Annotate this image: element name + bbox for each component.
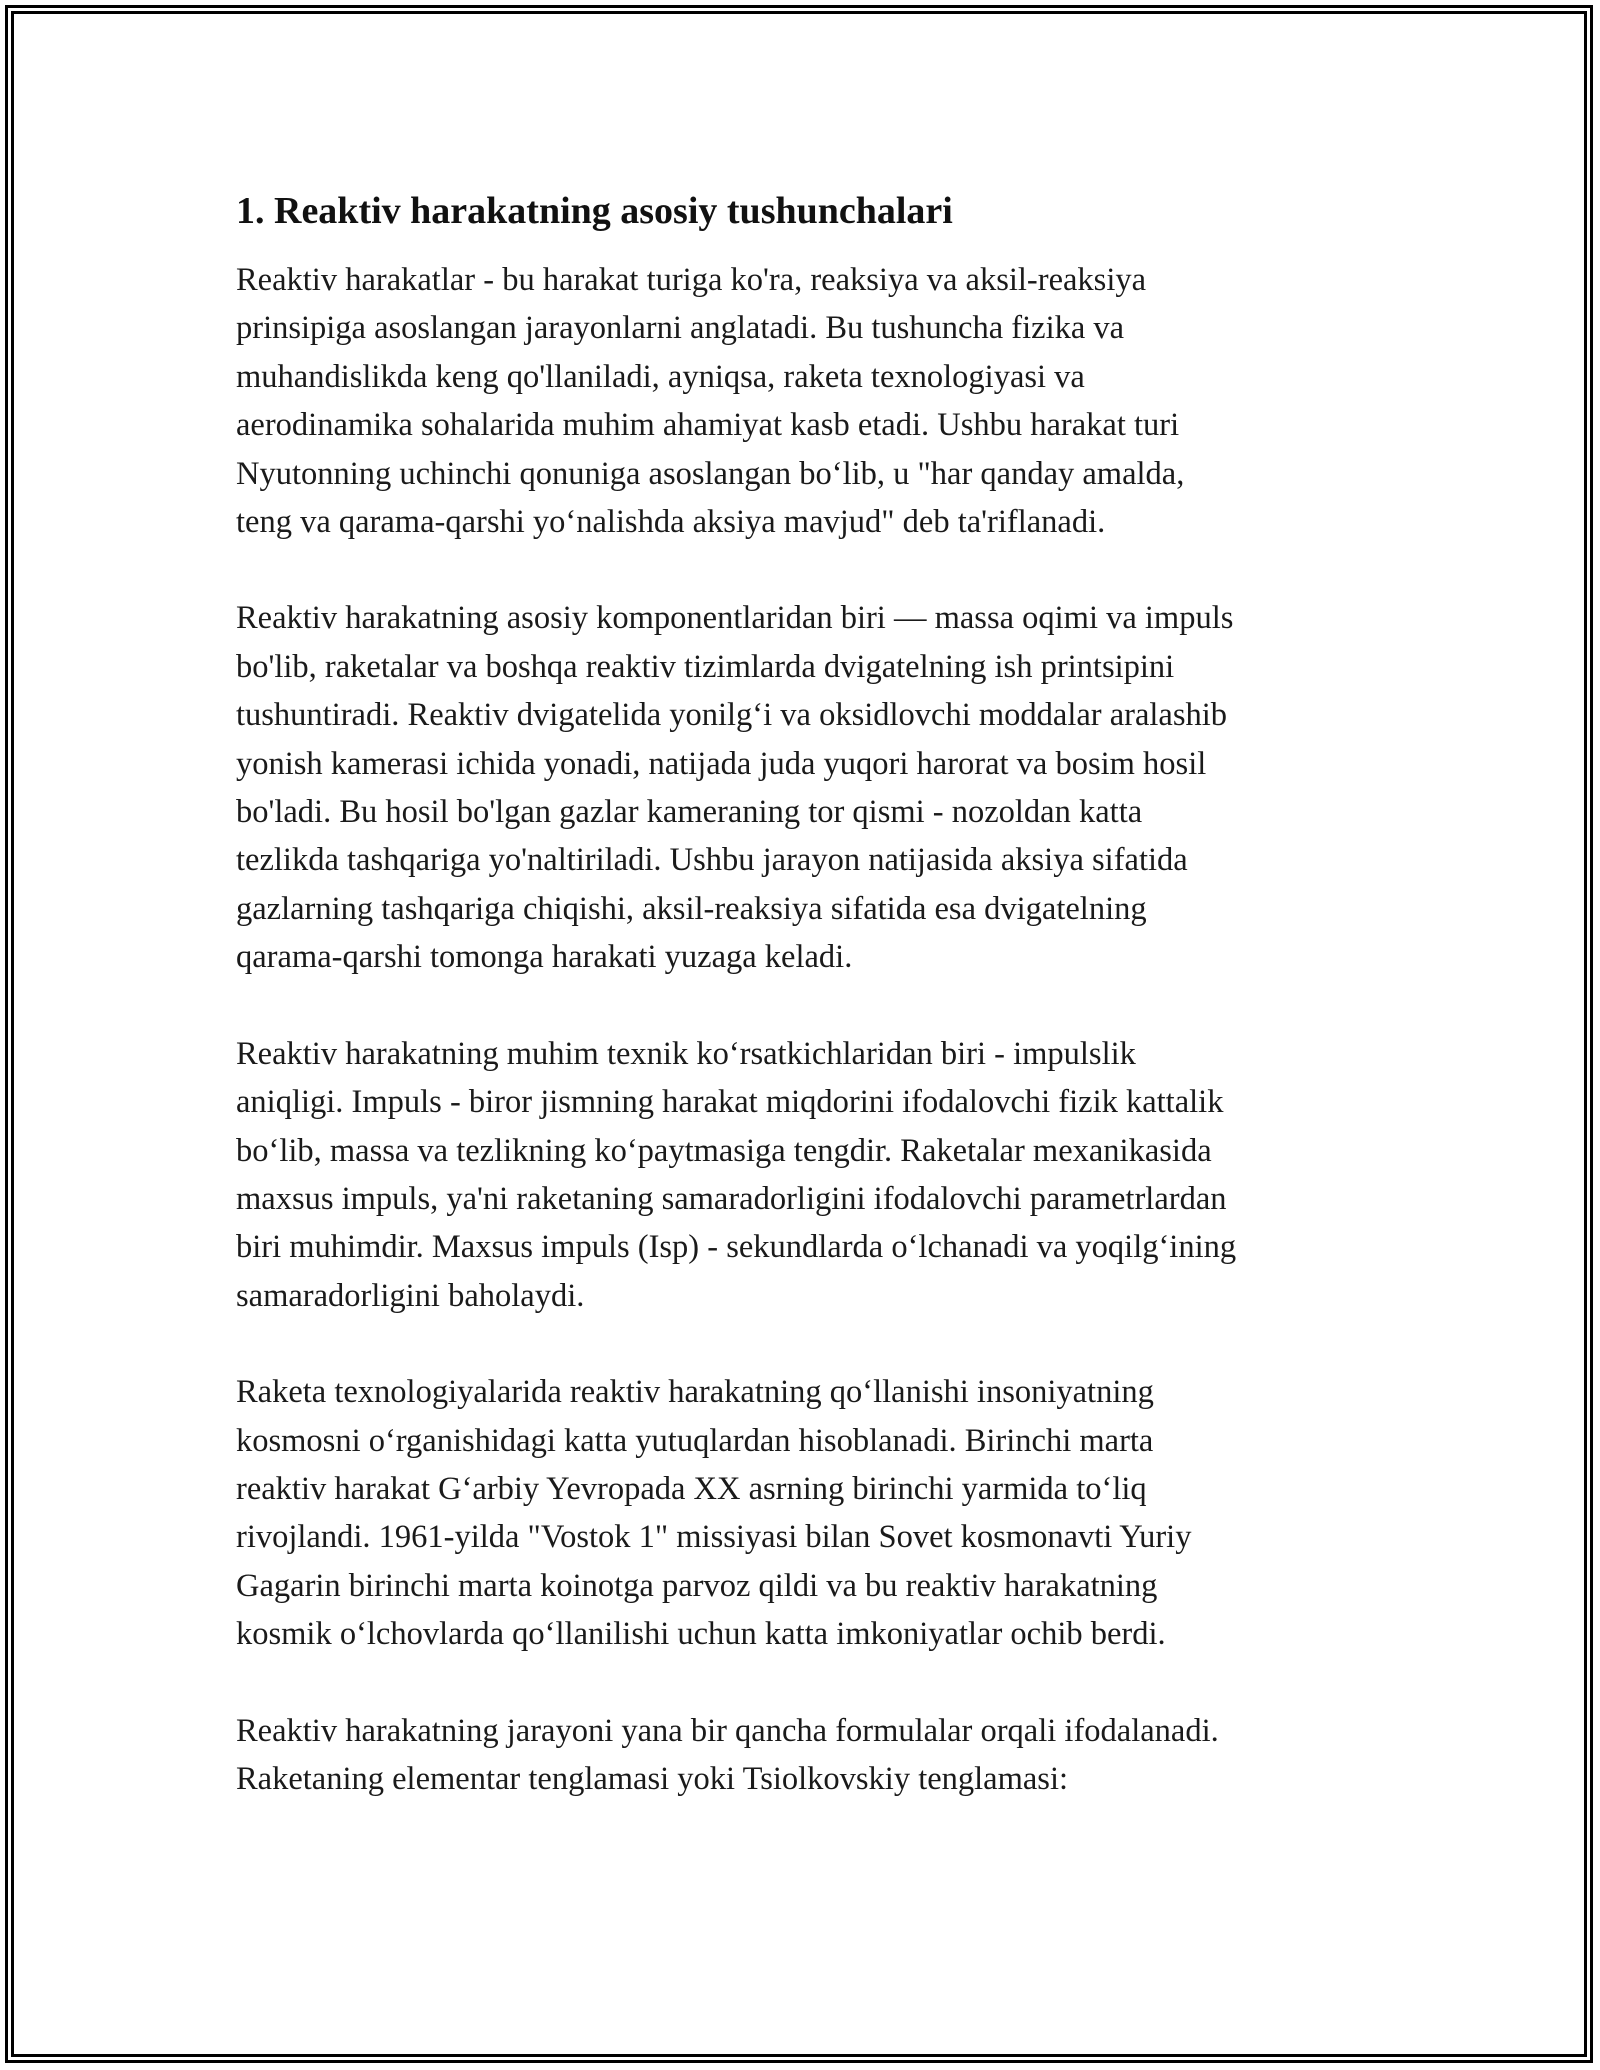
body-paragraph: [236, 256, 1386, 546]
paragraph-line: tushuntiradi. Reaktiv dvigatelida yonilgʻi va oksidlovchi moddalar aralashib: [236, 697, 1228, 734]
section-heading: 1. Reaktiv harakatning asosiy tushunchalari: [236, 190, 953, 232]
body-paragraph: [236, 1368, 1386, 1658]
paragraph-line: tezlikda tashqariga yo'naltiriladi. Ushbu jarayon natijasida aksiya sifatida: [236, 842, 1188, 879]
paragraph-line: qarama-qarshi tomonga harakati yuzaga keladi.: [236, 939, 853, 976]
paragraph-line: aerodinamika sohalarida muhim ahamiyat kasb etadi. Ushbu harakat turi: [236, 407, 1180, 444]
paragraph-line: aniqligi. Impuls - biror jismning harakat miqdorini ifodalovchi fizik kattalik: [236, 1084, 1224, 1121]
body-paragraph: [236, 1707, 1386, 1804]
paragraph-line: bo'lib, raketalar va boshqa reaktiv tizimlarda dvigatelning ish printsipini: [236, 648, 1175, 685]
body-paragraph: [236, 594, 1386, 981]
paragraph-line: kosmik oʻlchovlarda qoʻllanilishi uchun katta imkoniyatlar ochib berdi.: [236, 1616, 1166, 1653]
body-paragraph: [236, 1030, 1386, 1320]
paragraph-line: Gagarin birinchi marta koinotga parvoz qildi va bu reaktiv harakatning: [236, 1567, 1158, 1604]
paragraph-line: kosmosni oʻrganishidagi katta yutuqlardan hisoblanadi. Birinchi marta: [236, 1422, 1154, 1459]
paragraph-line: Reaktiv harakatning muhim texnik koʻrsatkichlaridan biri - impulslik: [236, 1035, 1136, 1072]
paragraph-line: yonish kamerasi ichida yonadi, natijada juda yuqori harorat va bosim hosil: [236, 745, 1207, 782]
paragraph-line: biri muhimdir. Maxsus impuls (Isp) - sekundlarda oʻlchanadi va yoqilgʻining: [236, 1229, 1237, 1266]
document-body: [236, 186, 1386, 1851]
paragraph-line: rivojlandi. 1961-yilda "Vostok 1" missiyasi bilan Sovet kosmonavti Yuriy: [236, 1519, 1192, 1556]
paragraph-line: Raketa texnologiyalarida reaktiv harakatning qoʻllanishi insoniyatning: [236, 1374, 1154, 1411]
paragraph-line: Reaktiv harakatning asosiy komponentlaridan biri — massa oqimi va impuls: [236, 600, 1234, 637]
paragraph-line: Raketaning elementar tenglamasi yoki Tsiolkovskiy tenglamasi:: [236, 1760, 1069, 1797]
paragraph-line: boʻlib, massa va tezlikning koʻpaytmasiga tengdir. Raketalar mexanikasida: [236, 1132, 1212, 1169]
paragraph-line: muhandislikda keng qo'llaniladi, ayniqsa, raketa texnologiyasi va: [236, 358, 1085, 395]
paragraph-line: reaktiv harakat Gʻarbiy Yevropada XX asrning birinchi yarmida toʻliq: [236, 1470, 1147, 1507]
paragraph-line: Reaktiv harakatlar - bu harakat turiga ko'ra, reaksiya va aksil-reaksiya: [236, 262, 1147, 298]
paragraph-line: Nyutonning uchinchi qonuniga asoslangan boʻlib, u "har qanday amalda,: [236, 455, 1185, 492]
paragraph-line: maxsus impuls, ya'ni raketaning samaradorligini ifodalovchi parametrlardan: [236, 1180, 1227, 1217]
paragraph-line: Reaktiv harakatning jarayoni yana bir qancha formulalar orqali ifodalanadi.: [236, 1712, 1219, 1749]
paragraph-line: teng va qarama-qarshi yoʻnalishda aksiya mavjud" deb ta'riflanadi.: [236, 504, 1106, 541]
paragraph-line: samaradorligini baholaydi.: [236, 1277, 585, 1314]
paragraph-line: prinsipiga asoslangan jarayonlarni anglatadi. Bu tushuncha fizika va: [236, 310, 1125, 347]
paragraph-line: bo'ladi. Bu hosil bo'lgan gazlar kameraning tor qismi - nozoldan katta: [236, 794, 1143, 831]
paragraph-container: [236, 256, 1386, 1803]
paragraph-line: gazlarning tashqariga chiqishi, aksil-reaksiya sifatida esa dvigatelning: [236, 890, 1147, 927]
